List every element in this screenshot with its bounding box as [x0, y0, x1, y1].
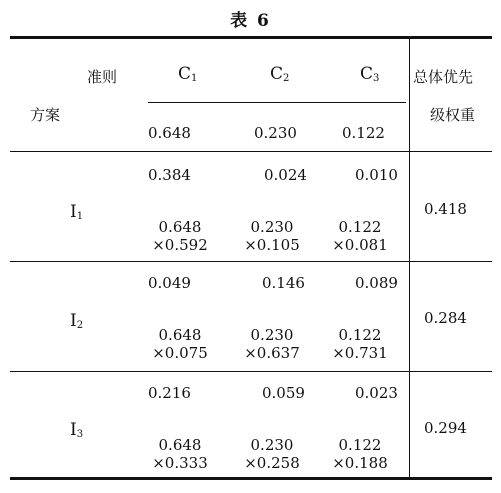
table-title: 表 6	[230, 11, 271, 31]
bottom-thick-rule	[10, 477, 492, 480]
criterion-weight-c2: 0.230	[254, 124, 297, 142]
scheme-header: 方案	[30, 106, 61, 124]
row1-local-c3: 0.010	[355, 166, 398, 184]
row3-overall-weight: 0.294	[424, 419, 467, 437]
row2-option-label: $I_2$	[70, 311, 84, 331]
row3-option-label: $I_3$	[70, 420, 84, 440]
row2-local-c3: 0.089	[355, 274, 398, 292]
overall-header-line2: 级权重	[430, 106, 476, 124]
row2-local-c2: 0.146	[262, 274, 305, 292]
criteria-header: 准则	[87, 68, 118, 86]
row3-local-c2: 0.059	[262, 384, 305, 402]
top-thick-rule	[10, 36, 492, 39]
criterion-c1: $C_1$	[178, 64, 198, 84]
row3-product-c1: 0.648 ×0.333	[152, 436, 208, 472]
row-divider-2	[10, 371, 492, 372]
row3-local-c3: 0.023	[355, 384, 398, 402]
row3-product-c3: 0.122 ×0.188	[332, 436, 388, 472]
header-sub-rule	[148, 102, 406, 103]
criterion-c2: $C_2$	[270, 64, 290, 84]
overall-header-line1: 总体优先	[413, 68, 474, 86]
row2-product-c1: 0.648 ×0.075	[152, 326, 208, 362]
row1-option-label: $I_1$	[70, 202, 84, 222]
row3-product-c2: 0.230 ×0.258	[244, 436, 300, 472]
row2-product-c3: 0.122 ×0.731	[332, 326, 388, 362]
row1-local-c1: 0.384	[148, 166, 191, 184]
row1-local-c2: 0.024	[264, 166, 307, 184]
header-bottom-rule	[10, 151, 492, 152]
row-divider-1	[10, 261, 492, 262]
row1-overall-weight: 0.418	[424, 200, 467, 218]
row2-overall-weight: 0.284	[424, 309, 467, 327]
row1-product-c3: 0.122 ×0.081	[332, 218, 388, 254]
overall-column-rule	[409, 39, 410, 477]
criterion-c3: $C_3$	[360, 64, 380, 84]
row2-local-c1: 0.049	[148, 274, 191, 292]
row2-product-c2: 0.230 ×0.637	[244, 326, 300, 362]
criterion-weight-c1: 0.648	[148, 124, 191, 142]
criterion-weight-c3: 0.122	[342, 124, 385, 142]
row1-product-c2: 0.230 ×0.105	[244, 218, 300, 254]
row3-local-c1: 0.216	[148, 384, 191, 402]
row1-product-c1: 0.648 ×0.592	[152, 218, 208, 254]
